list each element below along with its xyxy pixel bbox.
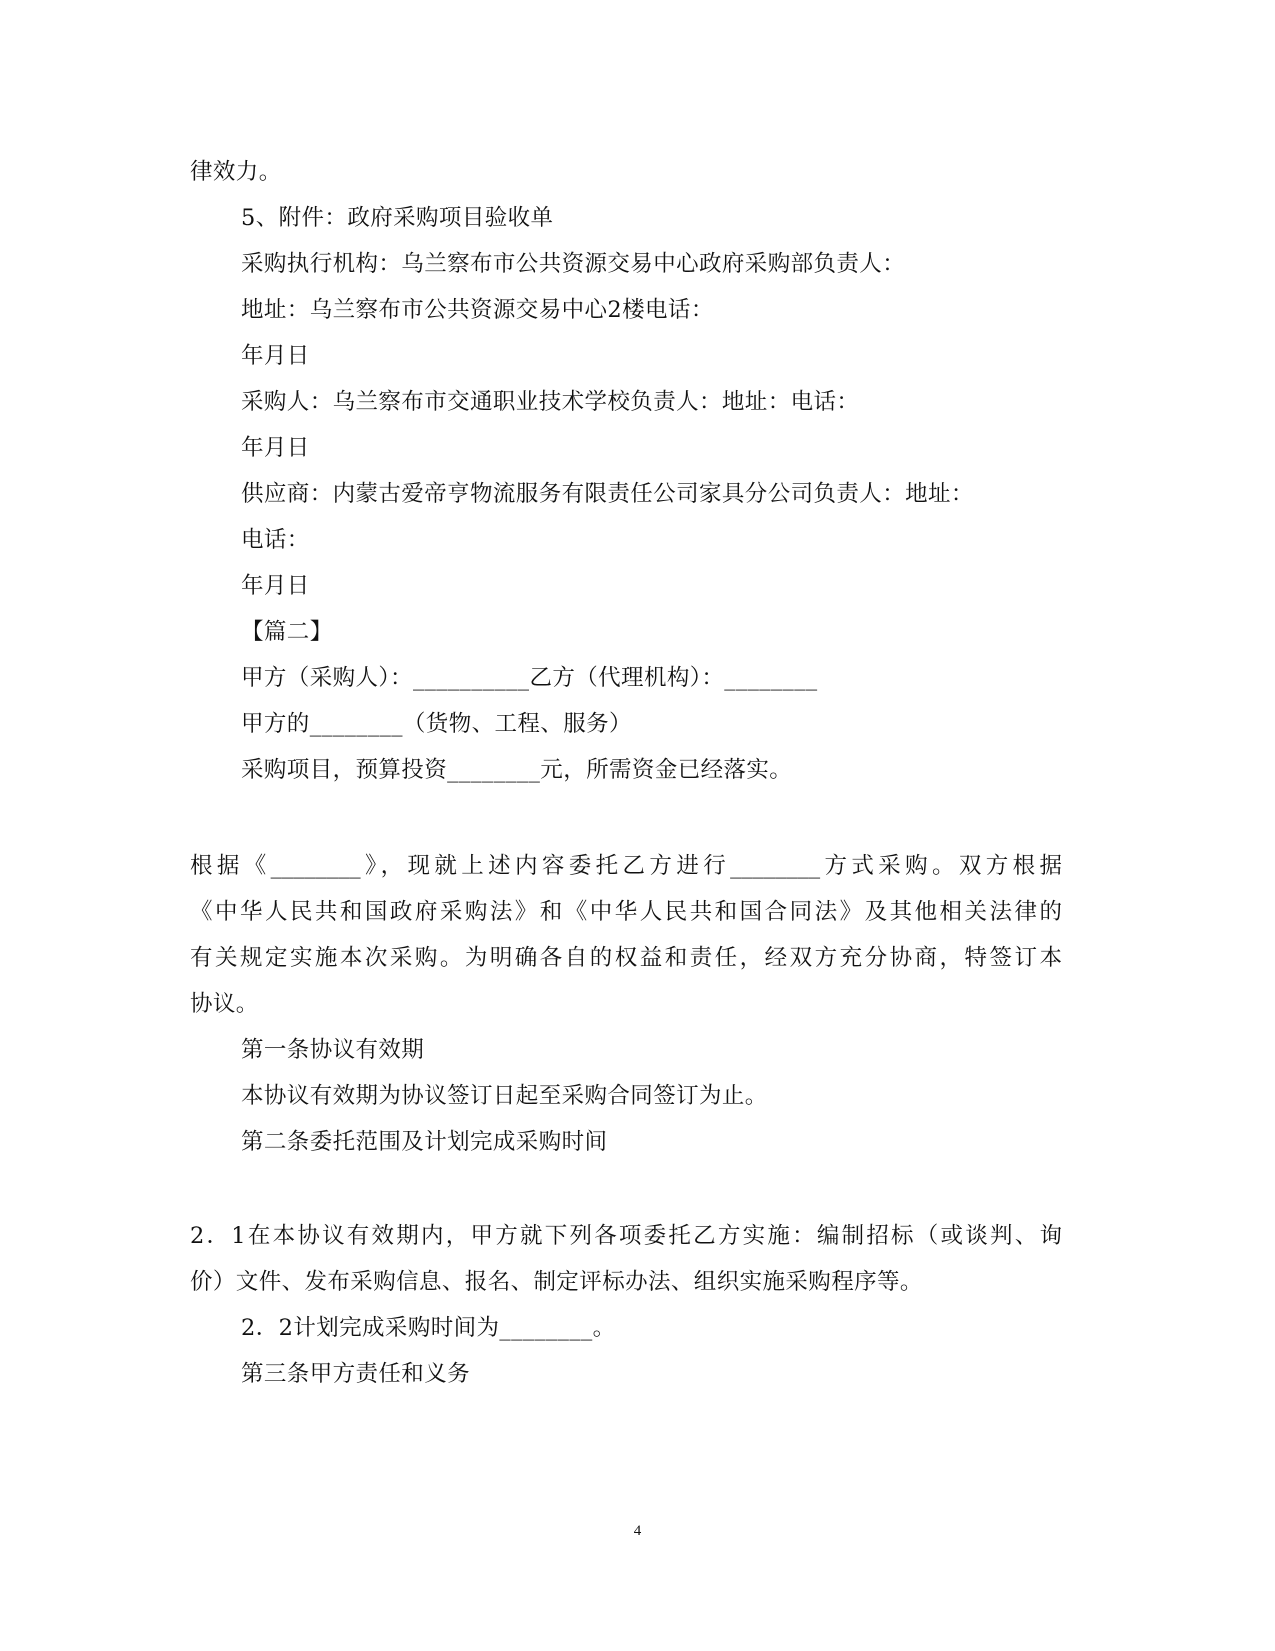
attachment-line: 5、附件：政府采购项目验收单 bbox=[241, 205, 554, 231]
date-line: 年月日 bbox=[241, 343, 310, 369]
parties-line: 甲方（采购人）：__________乙方（代理机构）：________ bbox=[241, 665, 818, 691]
executing-agency-line: 采购执行机构：乌兰察布市公共资源交易中心政府采购部负责人： bbox=[241, 251, 906, 277]
purchaser-line: 采购人：乌兰察布市交通职业技术学校负责人：地址：电话： bbox=[241, 389, 860, 415]
budget-line: 采购项目，预算投资________元，所需资金已经落实。 bbox=[241, 757, 793, 783]
paragraph-line: 2．2计划完成采购时间为________。 bbox=[241, 1315, 616, 1341]
article-heading: 第一条协议有效期 bbox=[241, 1037, 425, 1063]
paragraph-line: 律效力。 bbox=[190, 159, 282, 185]
phone-line: 电话： bbox=[241, 527, 310, 553]
supplier-line: 供应商：内蒙古爱帝亨物流服务有限责任公司家具分公司负责人：地址： bbox=[241, 481, 974, 507]
address-line: 地址：乌兰察布市公共资源交易中心2楼电话： bbox=[241, 297, 714, 323]
scope-line: 甲方的________（货物、工程、服务） bbox=[241, 711, 632, 737]
paragraph-line: 协议。 bbox=[190, 991, 259, 1017]
paragraph-line: 《中华人民共和国政府采购法》和《中华人民共和国合同法》及其他相关法律的 bbox=[190, 899, 1062, 925]
paragraph-line: 有关规定实施本次采购。为明确各自的权益和责任，经双方充分协商，特签订本 bbox=[190, 945, 1062, 971]
section-heading: 【篇二】 bbox=[241, 619, 333, 645]
date-line: 年月日 bbox=[241, 435, 310, 461]
date-line: 年月日 bbox=[241, 573, 310, 599]
article-heading: 第三条甲方责任和义务 bbox=[241, 1361, 471, 1387]
paragraph-line: 根据《________》，现就上述内容委托乙方进行________方式采购。双方根据 bbox=[190, 853, 1062, 879]
article-heading: 第二条委托范围及计划完成采购时间 bbox=[241, 1129, 608, 1155]
paragraph-line: 本协议有效期为协议签订日起至采购合同签订为止。 bbox=[241, 1083, 768, 1109]
page-number: 4 bbox=[633, 1523, 642, 1539]
paragraph-line: 2．1在本协议有效期内，甲方就下列各项委托乙方实施：编制招标（或谈判、询 bbox=[190, 1223, 1062, 1249]
paragraph-line: 价）文件、发布采购信息、报名、制定评标办法、组织实施采购程序等。 bbox=[190, 1269, 923, 1295]
